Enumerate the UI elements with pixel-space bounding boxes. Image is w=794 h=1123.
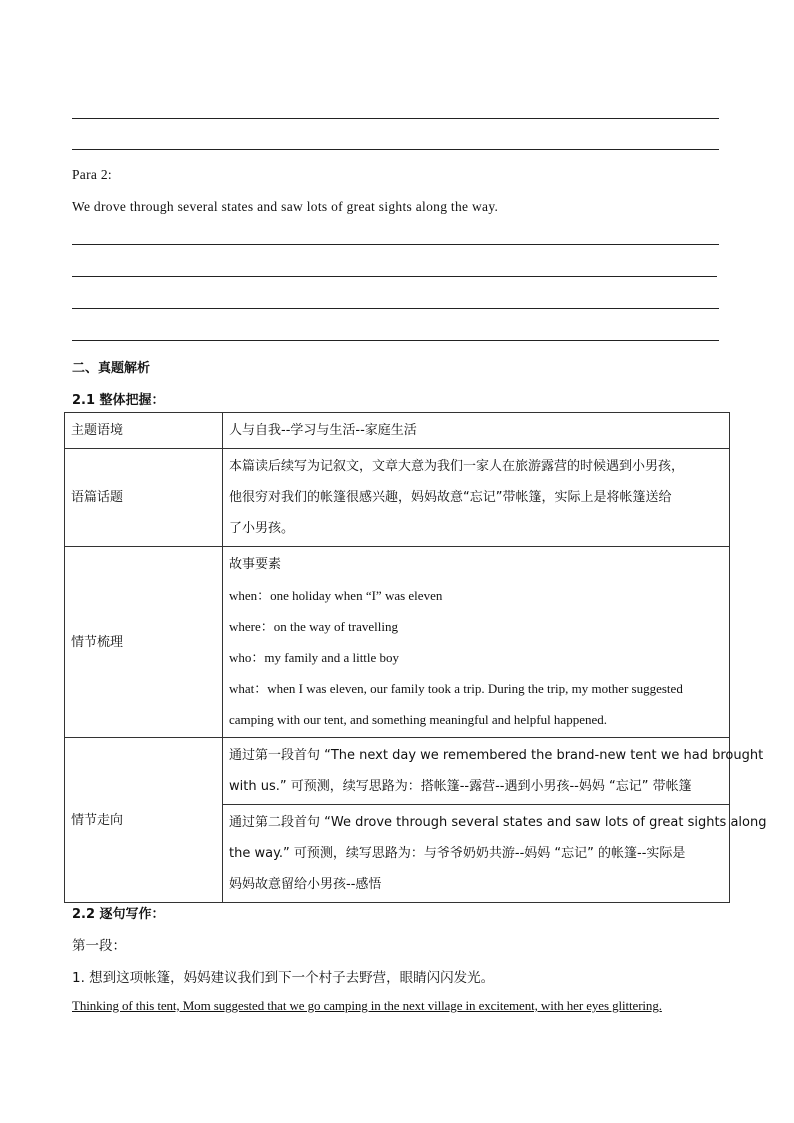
writing-line bbox=[72, 340, 719, 341]
cell-line: who：my family and a little boy bbox=[229, 650, 400, 665]
row-content-theme bbox=[223, 413, 730, 449]
cell-line: with us.” 可预测，续写思路为：搭帐篷--露营--遇到小男孩--妈妈 “忘记” 带帐篷 bbox=[229, 779, 692, 794]
cell-line: camping with our tent, and something meaningful and helpful happened. bbox=[229, 712, 607, 727]
item-1-english-answer: Thinking of this tent, Mom suggested that we go camping in the next village in excitement, with her eyes glittering. bbox=[72, 998, 662, 1013]
section-heading: 二、真题解析 bbox=[72, 361, 151, 376]
cell-line: the way.” 可预测，续写思路为：与爷爷奶奶共游--妈妈 “忘记” 的帐篷--实际是 bbox=[229, 846, 686, 861]
para2-opening-sentence: We drove through several states and saw lots of great sights along the way. bbox=[72, 199, 499, 214]
cell-line: what：when I was eleven, our family took a trip. During the trip, my mother suggested bbox=[229, 681, 683, 696]
row-content-direction-1 bbox=[223, 738, 764, 805]
analysis-table bbox=[64, 412, 767, 903]
subsection-heading-sentence-writing: 2.2 逐句写作： bbox=[72, 907, 165, 922]
table-row bbox=[65, 413, 730, 449]
row-content-plot bbox=[223, 547, 730, 738]
table-row bbox=[65, 738, 730, 805]
row-label-topic: 语篇话题 bbox=[65, 449, 223, 547]
writing-line bbox=[72, 118, 719, 119]
row-label-theme: 主题语境 bbox=[65, 413, 223, 449]
paragraph-one-label: 第一段： bbox=[72, 938, 126, 954]
row-content-direction-2 bbox=[223, 805, 767, 903]
table-row bbox=[65, 547, 730, 738]
para2-label: Para 2: bbox=[72, 167, 112, 182]
writing-line bbox=[72, 244, 719, 245]
cell-line: 他很穷对我们的帐篷很感兴趣，妈妈故意“忘记”带帐篷，实际上是将帐篷送给 bbox=[229, 490, 672, 505]
subsection-heading-overall: 2.1 整体把握： bbox=[72, 393, 165, 408]
cell-line: when：one holiday when “I” was eleven bbox=[229, 588, 443, 603]
cell-line: 故事要素 bbox=[229, 557, 282, 572]
table-row bbox=[65, 449, 730, 547]
cell-line: 通过第二段首句 “We drove through several states and saw lots of great sights along bbox=[229, 815, 767, 830]
cell-line: 妈妈故意留给小男孩--感悟 bbox=[229, 877, 382, 892]
cell-line: 了小男孩。 bbox=[229, 521, 295, 536]
writing-line bbox=[72, 276, 717, 277]
cell-line: where：on the way of travelling bbox=[229, 619, 398, 634]
row-label-plot: 情节梳理 bbox=[65, 547, 223, 738]
writing-line bbox=[72, 308, 719, 309]
row-content-topic bbox=[223, 449, 730, 547]
cell-line: 人与自我--学习与生活--家庭生活 bbox=[229, 423, 417, 438]
row-label-direction: 情节走向 bbox=[65, 738, 223, 903]
writing-line bbox=[72, 149, 719, 150]
item-1-chinese: 1. 想到这项帐篷，妈妈建议我们到下一个村子去野营，眼睛闪闪发光。 bbox=[72, 970, 495, 986]
cell-line: 通过第一段首句 “The next day we remembered the brand-new tent we had brought bbox=[229, 748, 764, 763]
cell-line: 本篇读后续写为记叙文，文章大意为我们一家人在旅游露营的时候遇到小男孩， bbox=[229, 459, 685, 474]
